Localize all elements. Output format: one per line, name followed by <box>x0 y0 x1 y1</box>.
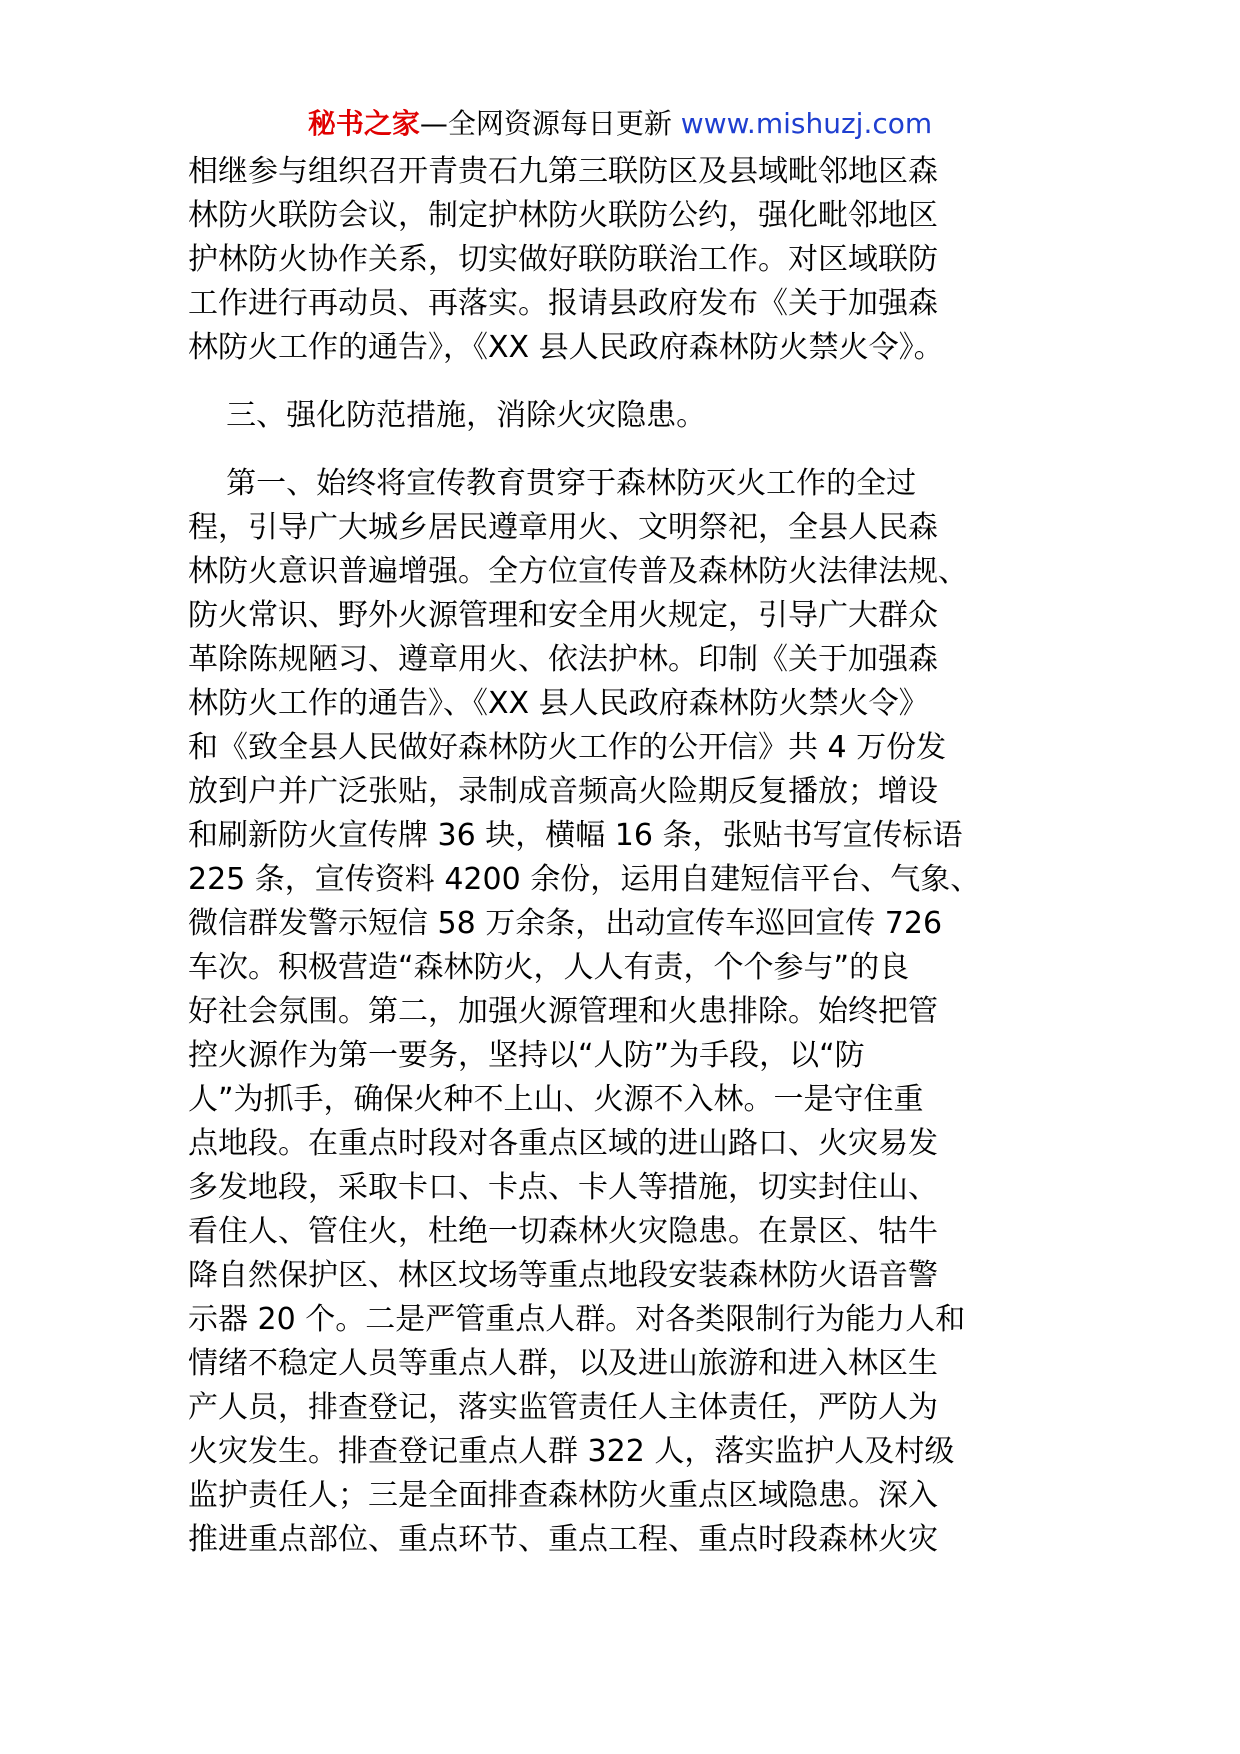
text-line: 程，引导广大城乡居民遵章用火、文明祭祀，全县人民森 <box>188 510 938 545</box>
text-line: 工作进行再动员、再落实。报请县政府发布《关于加强森 <box>188 286 938 321</box>
text-line: 和刷新防火宣传牌 36 块，横幅 16 条，张贴书写宣传标语 <box>188 818 963 853</box>
text-line: 林防火工作的通告》，《XX 县人民政府森林防火禁火令》。 <box>188 330 944 365</box>
text-line: 防火常识、野外火源管理和安全用火规定，引导广大群众 <box>188 598 938 633</box>
text-line: 护林防火协作关系，切实做好联防联治工作。对区域联防 <box>188 242 938 277</box>
text-line: 人”为抓手，确保火种不上山、火源不入林。一是守住重 <box>188 1082 924 1117</box>
text-line: 革除陈规陋习、遵章用火、依法护林。印制《关于加强森 <box>188 642 938 677</box>
text-line: 三、强化防范措施，消除火灾隐患。 <box>188 398 707 433</box>
text-line: 放到户并广泛张贴，录制成音频高火险期反复播放；增设 <box>188 774 938 809</box>
paragraph-gap <box>188 438 1058 462</box>
text-line: 好社会氛围。第二，加强火源管理和火患排除。始终把管 <box>188 994 938 1029</box>
text-line: 林防火联防会议，制定护林防火联防公约，强化毗邻地区 <box>188 198 938 233</box>
website-link[interactable]: www.mishuzj.com <box>680 107 933 140</box>
text-line: 和《致全县人民做好森林防火工作的公开信》共 4 万份发 <box>188 730 947 765</box>
text-line: 降自然保护区、林区坟场等重点地段安装森林防火语音警 <box>188 1258 938 1293</box>
text-line: 监护责任人；三是全面排查森林防火重点区域隐患。深入 <box>188 1478 938 1513</box>
text-line: 林防火工作的通告》、《XX 县人民政府森林防火禁火令》 <box>188 686 929 721</box>
text-line: 推进重点部位、重点环节、重点工程、重点时段森林火灾 <box>188 1522 938 1557</box>
text-line: 火灾发生。排查登记重点人群 322 人，落实监护人及村级 <box>188 1434 955 1469</box>
text-line: 点地段。在重点时段对各重点区域的进山路口、火灾易发 <box>188 1126 938 1161</box>
text-line: 产人员，排查登记，落实监管责任人主体责任，严防人为 <box>188 1390 938 1425</box>
text-line: 225 条，宣传资料 4200 余份，运用自建短信平台、气象、 <box>188 862 981 897</box>
text-line: 林防火意识普遍增强。全方位宣传普及森林防火法律法规、 <box>188 554 968 589</box>
text-line: 第一、始终将宣传教育贯穿于森林防灭火工作的全过 <box>188 466 917 501</box>
text-line: 相继参与组织召开青贵石九第三联防区及县域毗邻地区森 <box>188 154 938 189</box>
text-line: 看住人、管住火，杜绝一切森林火灾隐患。在景区、牯牛 <box>188 1214 938 1249</box>
text-line: 示器 20 个。二是严管重点人群。对各类限制行为能力人和 <box>188 1302 966 1337</box>
text-line: 车次。积极营造“森林防火，人人有责，个个参与”的良 <box>188 950 910 985</box>
text-line: 情绪不稳定人员等重点人群，以及进山旅游和进入林区生 <box>188 1346 938 1381</box>
paragraph <box>188 150 1058 370</box>
paragraph <box>188 462 1058 1562</box>
header-tagline: —全网资源每日更新 <box>419 107 672 140</box>
page-header <box>0 104 1240 144</box>
text-line: 多发地段，采取卡口、卡点、卡人等措施，切实封住山、 <box>188 1170 938 1205</box>
document-body <box>188 150 1058 1562</box>
paragraph <box>188 394 1058 438</box>
paragraph-gap <box>188 370 1058 394</box>
text-line: 控火源作为第一要务，坚持以“人防”为手段，以“防 <box>188 1038 865 1073</box>
brand-name: 秘书之家 <box>307 107 420 140</box>
text-line: 微信群发警示短信 58 万余条，出动宣传车巡回宣传 726 <box>188 906 943 941</box>
